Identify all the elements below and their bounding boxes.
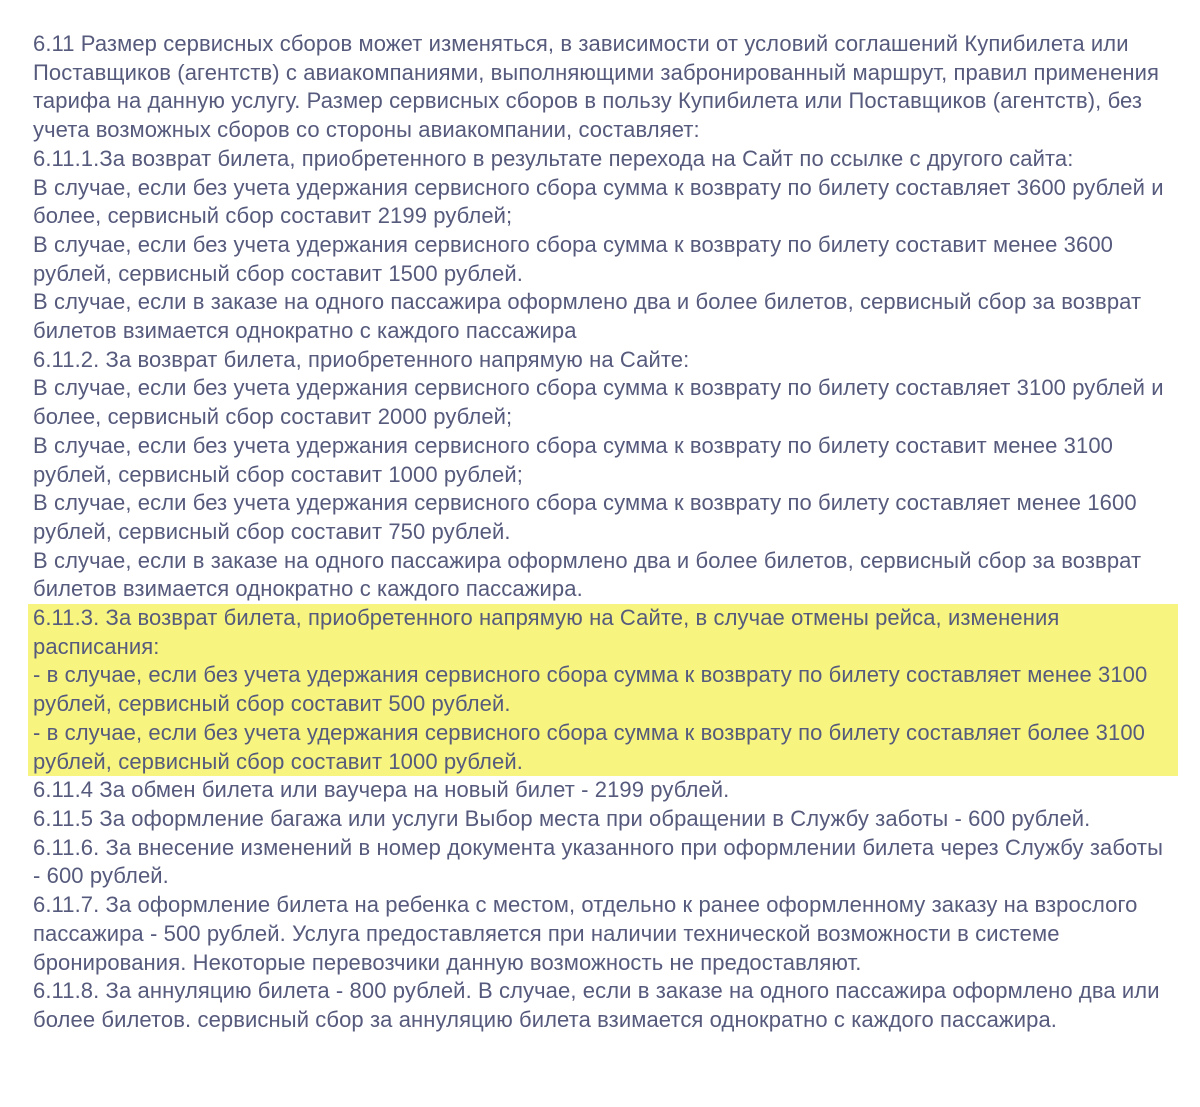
terms-document <box>33 30 1173 1035</box>
clause-6-11-2-multiple-tickets-note: В случае, если в заказе на одного пассажира оформлено два и более билетов, сервисный сбор за возврат билетов взимается однократно с каждого пассажира. <box>33 547 1148 602</box>
clause-6-11-4: 6.11.4 За обмен билета или ваучера на новый билет - 2199 рублей. <box>33 777 730 803</box>
clause-6-11-3-heading: 6.11.3. За возврат билета, приобретенного напрямую на Сайте, в случае отмены рейса, изменения расписания: <box>33 605 1066 659</box>
clause-6-11-1-case-under-3600: В случае, если без учета удержания сервисного сбора сумма к возврату по билету составит менее 3600 рублей, сервисный сбор составит 1500 рублей. <box>33 231 1120 286</box>
clause-6-11-2-heading: 6.11.2. За возврат билета, приобретенного напрямую на Сайте: <box>33 346 690 372</box>
clause-6-11-2-case-over-3100: В случае, если без учета удержания сервисного сбора сумма к возврату по билету составляет 3100 рублей и более, сервисный сбор составит 2000 рублей; <box>33 375 1170 430</box>
clause-6-11-3-case-over-3100: - в случае, если без учета удержания сервисного сбора сумма к возврату по билету составляет более 3100 рублей, сервисный сбор составит 1000 рублей. <box>33 719 1152 774</box>
clause-6-11-8: 6.11.8. За аннуляцию билета - 800 рублей. В случае, если в заказе на одного пассажира оформлено два или более билетов. сервисный сбор за аннуляцию билета взимается однократно с каждого пассажира. <box>33 978 1166 1032</box>
highlight-block <box>28 604 1178 776</box>
clause-6-11-7: 6.11.7. За оформление билета на ребенка с местом, отдельно к ранее оформленному заказу на взрослого пассажира - 500 рублей. Услуга предоставляется при наличии технической возможности в системе бронирования. Некоторые перевозчики данную возможность не предоставляют. <box>33 892 1144 975</box>
clause-6-11-2-case-under-3100: В случае, если без учета удержания сервисного сбора сумма к возврату по билету составит менее 3100 рублей, сервисный сбор составит 1000 рублей; <box>33 432 1120 487</box>
clause-6-11-1-case-over-3600: В случае, если без учета удержания сервисного сбора сумма к возврату по билету составляет 3600 рублей и более, сервисный сбор составит 2199 рублей; <box>33 174 1170 229</box>
clause-6-11-3-case-under-3100: - в случае, если без учета удержания сервисного сбора сумма к возврату по билету составляет менее 3100 рублей, сервисный сбор составит 500 рублей. <box>33 662 1154 717</box>
clause-6-11-1-heading: 6.11.1.За возврат билета, приобретенного в результате перехода на Сайт по ссылке с другого сайта: <box>33 145 1074 171</box>
clause-6-11-intro: 6.11 Размер сервисных сборов может изменяться, в зависимости от условий соглашений Купибилета или Поставщиков (агентств) с авиакомпаниями, выполняющими забронированный маршрут, правил применения тарифа на данную услугу. Размер сервисных сборов в пользу Купибилета или Поставщиков (агентств), без учета возможных сборов со стороны авиакомпании, составляет: <box>33 31 1166 143</box>
clause-6-11-1-multiple-tickets-note: В случае, если в заказе на одного пассажира оформлено два и более билетов, сервисный сбор за возврат билетов взимается однократно с каждого пассажира <box>33 289 1148 344</box>
clause-6-11-6: 6.11.6. За внесение изменений в номер документа указанного при оформлении билета через Службу заботы - 600 рублей. <box>33 834 1170 889</box>
clause-6-11-2-case-under-1600: В случае, если без учета удержания сервисного сбора сумма к возврату по билету составляет менее 1600 рублей, сервисный сбор составит 750 рублей. <box>33 490 1150 544</box>
clause-6-11-5: 6.11.5 За оформление багажа или услуги Выбор места при обращении в Службу заботы - 600 рублей. <box>33 805 1091 831</box>
